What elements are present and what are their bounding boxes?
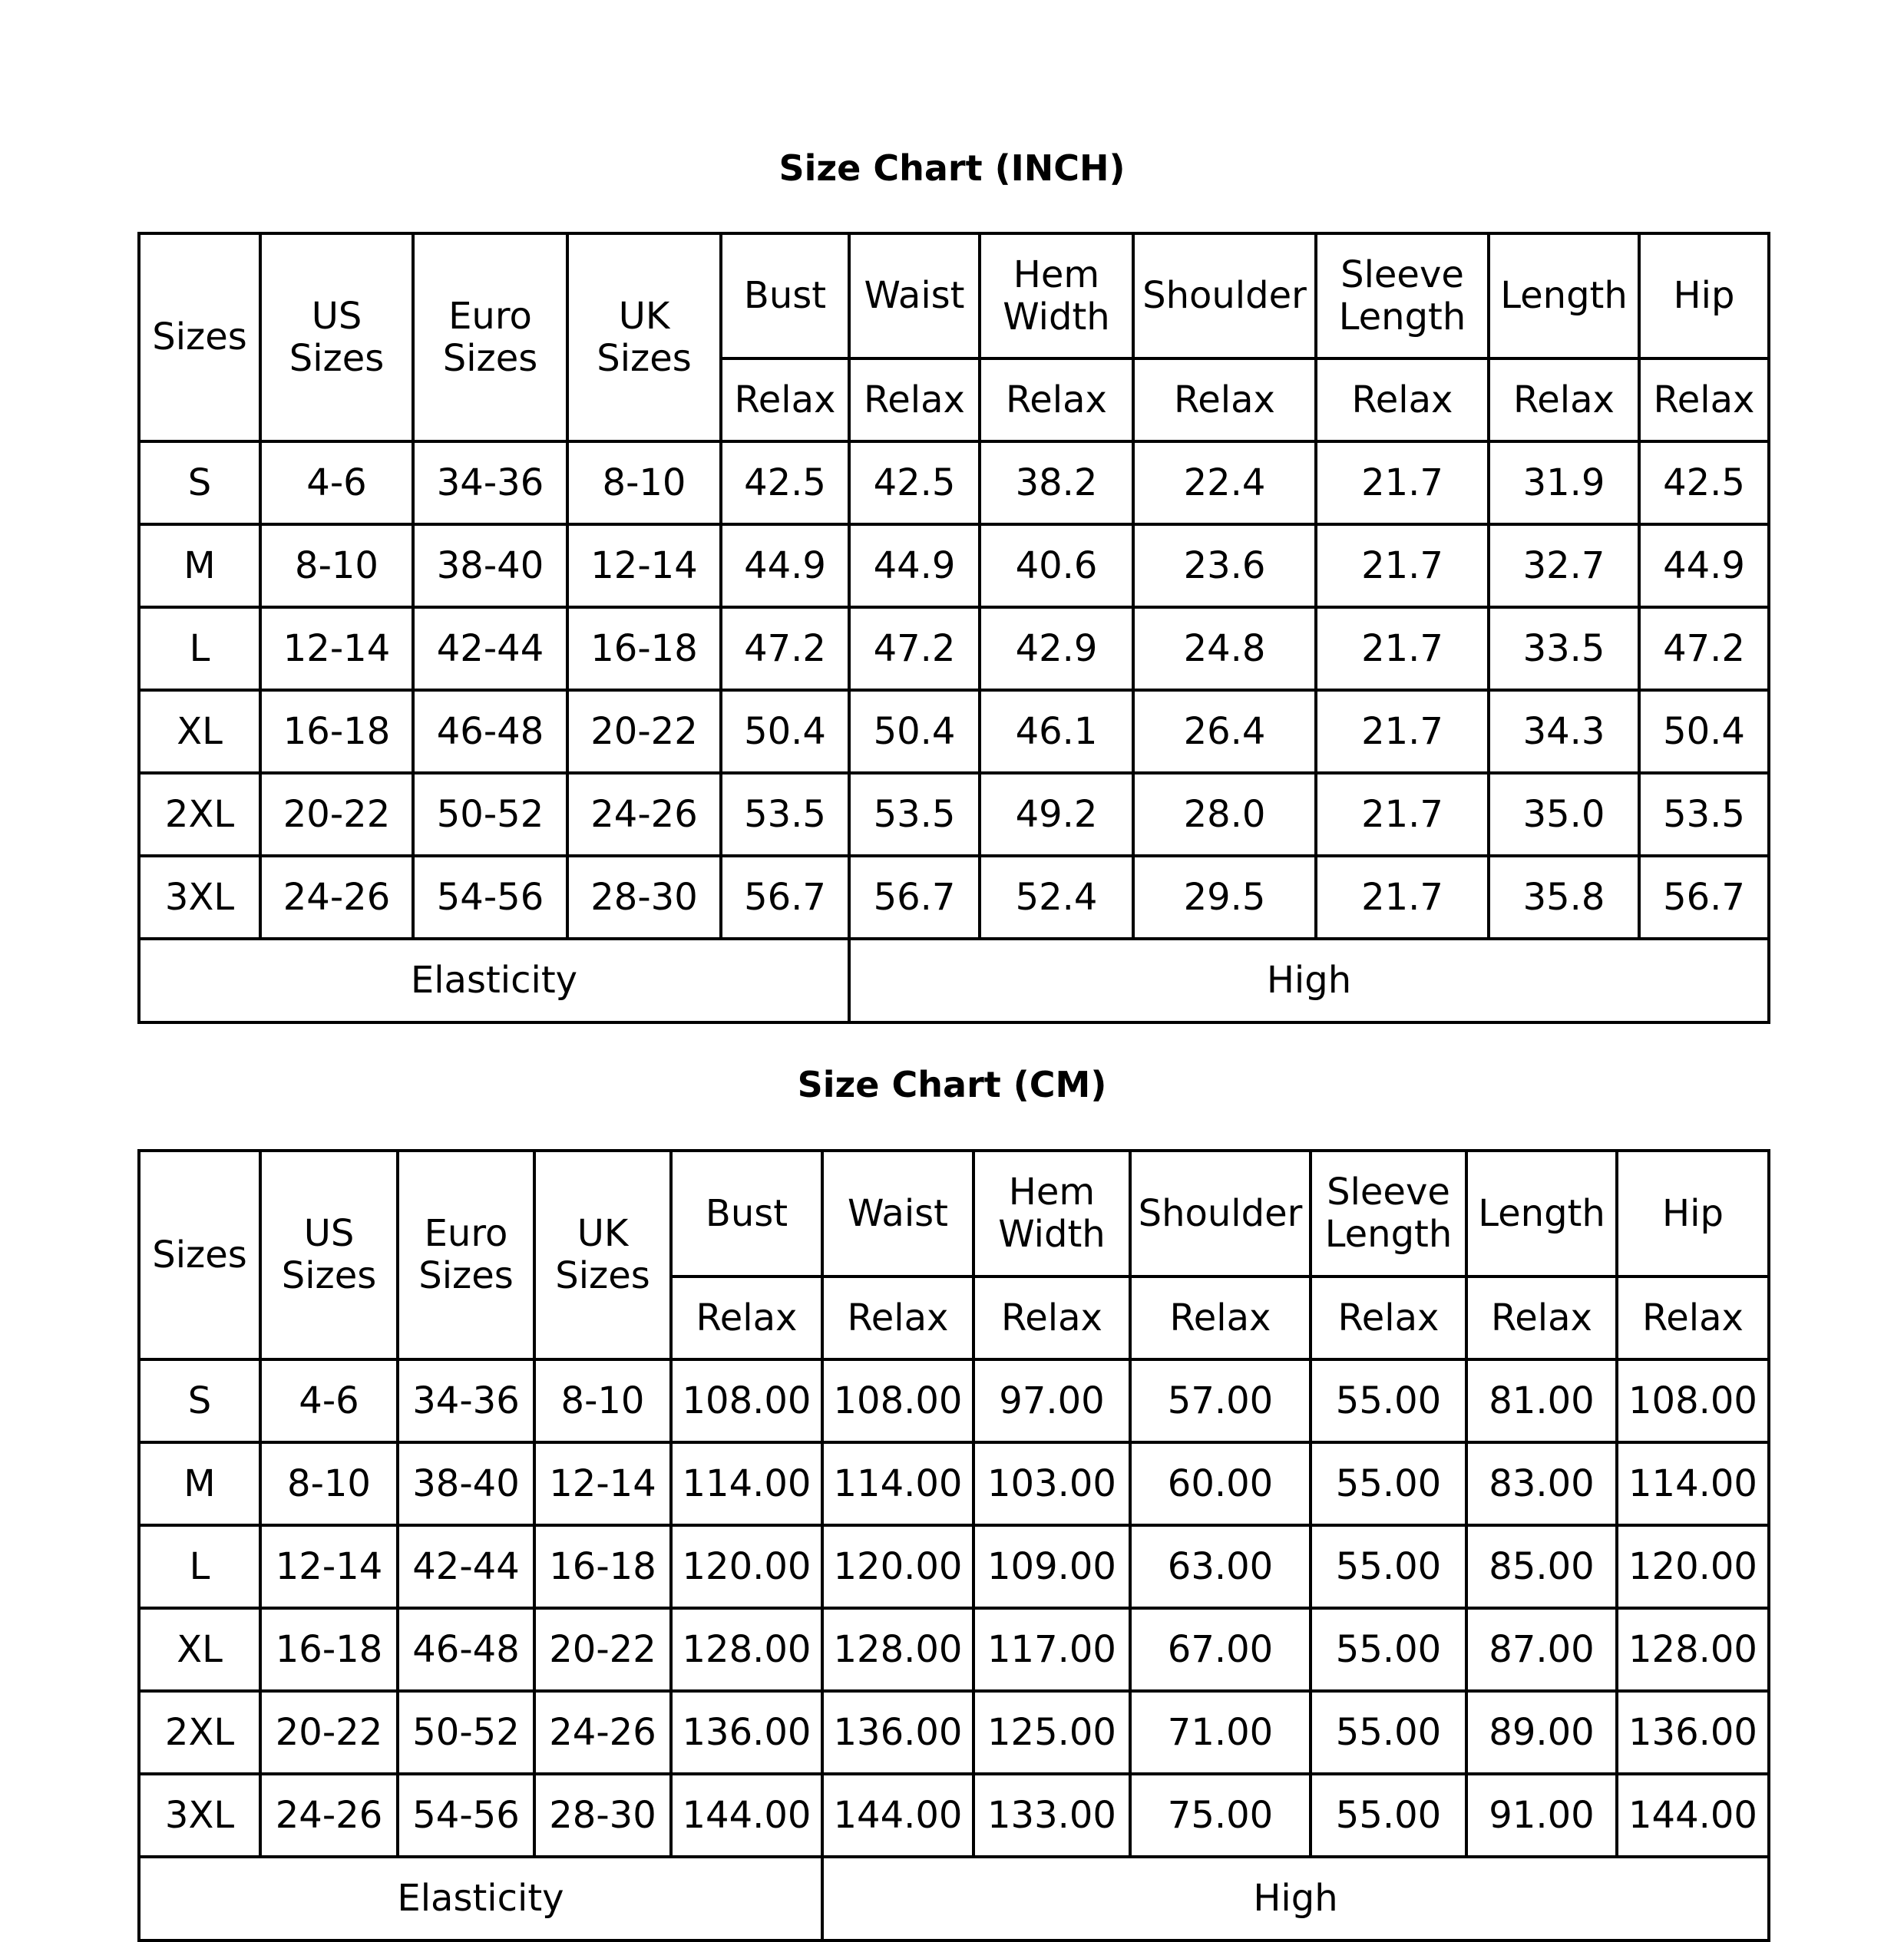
- value-cell: 42-44: [413, 607, 567, 690]
- value-cell: 108.00: [822, 1359, 973, 1442]
- cm-chart-title: Size Chart (CM): [797, 1064, 1107, 1105]
- value-cell: 21.7: [1316, 607, 1489, 690]
- value-cell: 46.1: [980, 690, 1133, 773]
- value-cell: 56.7: [721, 856, 849, 939]
- header-us-sizes: US Sizes: [260, 233, 413, 441]
- value-cell: 120.00: [671, 1525, 822, 1608]
- subheader-relax: Relax: [1311, 1277, 1466, 1359]
- value-cell: 53.5: [849, 773, 980, 856]
- value-cell: 136.00: [1617, 1691, 1769, 1774]
- value-cell: 8-10: [534, 1359, 671, 1442]
- header-uk-sizes: UK Sizes: [567, 233, 721, 441]
- header-waist: Waist: [822, 1151, 973, 1277]
- value-cell: 35.8: [1489, 856, 1639, 939]
- value-cell: 24-26: [567, 773, 721, 856]
- value-cell: 20-22: [534, 1608, 671, 1691]
- header-euro-sizes: Euro Sizes: [398, 1151, 534, 1359]
- value-cell: 144.00: [1617, 1774, 1769, 1857]
- table-row: [139, 856, 1769, 939]
- table-row: [139, 1691, 1769, 1774]
- value-cell: 20-22: [567, 690, 721, 773]
- value-cell: 16-18: [260, 690, 413, 773]
- value-cell: 47.2: [849, 607, 980, 690]
- size-label-cell: M: [139, 1442, 260, 1525]
- header-sizes: Sizes: [139, 233, 260, 441]
- value-cell: 42.5: [721, 441, 849, 524]
- value-cell: 22.4: [1133, 441, 1316, 524]
- value-cell: 50-52: [398, 1691, 534, 1774]
- value-cell: 28.0: [1133, 773, 1316, 856]
- value-cell: 114.00: [1617, 1442, 1769, 1525]
- value-cell: 38-40: [398, 1442, 534, 1525]
- value-cell: 24-26: [260, 1774, 398, 1857]
- value-cell: 50.4: [721, 690, 849, 773]
- value-cell: 16-18: [534, 1525, 671, 1608]
- size-label-cell: M: [139, 524, 260, 607]
- table-row: [139, 1442, 1769, 1525]
- value-cell: 53.5: [721, 773, 849, 856]
- value-cell: 109.00: [973, 1525, 1130, 1608]
- size-label-cell: S: [139, 1359, 260, 1442]
- subheader-relax: Relax: [1316, 358, 1489, 441]
- header-hip: Hip: [1639, 233, 1769, 358]
- value-cell: 44.9: [1639, 524, 1769, 607]
- value-cell: 34-36: [413, 441, 567, 524]
- value-cell: 83.00: [1466, 1442, 1617, 1525]
- value-cell: 21.7: [1316, 856, 1489, 939]
- cm-size-table: [137, 1149, 1770, 1942]
- value-cell: 33.5: [1489, 607, 1639, 690]
- inch-rows: [139, 441, 1769, 939]
- subheader-relax: Relax: [1489, 358, 1639, 441]
- value-cell: 28-30: [567, 856, 721, 939]
- value-cell: 56.7: [1639, 856, 1769, 939]
- value-cell: 46-48: [413, 690, 567, 773]
- header-waist: Waist: [849, 233, 980, 358]
- elasticity-row: [139, 939, 1769, 1022]
- value-cell: 16-18: [260, 1608, 398, 1691]
- value-cell: 44.9: [849, 524, 980, 607]
- subheader-relax: Relax: [1617, 1277, 1769, 1359]
- value-cell: 34-36: [398, 1359, 534, 1442]
- value-cell: 136.00: [822, 1691, 973, 1774]
- value-cell: 120.00: [1617, 1525, 1769, 1608]
- size-label-cell: S: [139, 441, 260, 524]
- value-cell: 16-18: [567, 607, 721, 690]
- subheader-relax: Relax: [1639, 358, 1769, 441]
- value-cell: 47.2: [721, 607, 849, 690]
- size-label-cell: 2XL: [139, 1691, 260, 1774]
- header-length: Length: [1489, 233, 1639, 358]
- header-hem-width: Hem Width: [980, 233, 1133, 358]
- subheader-relax: Relax: [849, 358, 980, 441]
- value-cell: 32.7: [1489, 524, 1639, 607]
- value-cell: 136.00: [671, 1691, 822, 1774]
- value-cell: 117.00: [973, 1608, 1130, 1691]
- value-cell: 144.00: [822, 1774, 973, 1857]
- value-cell: 75.00: [1130, 1774, 1311, 1857]
- header-euro-sizes: Euro Sizes: [413, 233, 567, 441]
- subheader-relax: Relax: [1466, 1277, 1617, 1359]
- subheader-relax: Relax: [980, 358, 1133, 441]
- value-cell: 8-10: [567, 441, 721, 524]
- size-label-cell: L: [139, 1525, 260, 1608]
- subheader-relax: Relax: [671, 1277, 822, 1359]
- value-cell: 128.00: [822, 1608, 973, 1691]
- value-cell: 85.00: [1466, 1525, 1617, 1608]
- value-cell: 20-22: [260, 773, 413, 856]
- header-row: [139, 233, 1769, 358]
- header-length: Length: [1466, 1151, 1617, 1277]
- value-cell: 55.00: [1311, 1525, 1466, 1608]
- subheader-relax: Relax: [721, 358, 849, 441]
- inch-size-table: [137, 232, 1770, 1024]
- value-cell: 120.00: [822, 1525, 973, 1608]
- header-sizes: Sizes: [139, 1151, 260, 1359]
- value-cell: 24-26: [260, 856, 413, 939]
- value-cell: 55.00: [1311, 1359, 1466, 1442]
- value-cell: 21.7: [1316, 690, 1489, 773]
- value-cell: 125.00: [973, 1691, 1130, 1774]
- value-cell: 42.9: [980, 607, 1133, 690]
- value-cell: 54-56: [398, 1774, 534, 1857]
- table-row: [139, 1359, 1769, 1442]
- elasticity-label: Elasticity: [139, 939, 849, 1022]
- header-bust: Bust: [671, 1151, 822, 1277]
- value-cell: 12-14: [260, 607, 413, 690]
- header-hem-width: Hem Width: [973, 1151, 1130, 1277]
- value-cell: 38.2: [980, 441, 1133, 524]
- elasticity-label: Elasticity: [139, 1857, 822, 1940]
- value-cell: 114.00: [671, 1442, 822, 1525]
- value-cell: 26.4: [1133, 690, 1316, 773]
- header-uk-sizes: UK Sizes: [534, 1151, 671, 1359]
- header-sleeve-length: Sleeve Length: [1311, 1151, 1466, 1277]
- table-row: [139, 773, 1769, 856]
- value-cell: 21.7: [1316, 524, 1489, 607]
- subheader-relax: Relax: [1130, 1277, 1311, 1359]
- value-cell: 67.00: [1130, 1608, 1311, 1691]
- value-cell: 133.00: [973, 1774, 1130, 1857]
- value-cell: 87.00: [1466, 1608, 1617, 1691]
- value-cell: 20-22: [260, 1691, 398, 1774]
- value-cell: 47.2: [1639, 607, 1769, 690]
- value-cell: 38-40: [413, 524, 567, 607]
- value-cell: 50.4: [849, 690, 980, 773]
- value-cell: 42-44: [398, 1525, 534, 1608]
- value-cell: 128.00: [1617, 1608, 1769, 1691]
- header-row: [139, 1151, 1769, 1277]
- size-label-cell: 3XL: [139, 1774, 260, 1857]
- value-cell: 60.00: [1130, 1442, 1311, 1525]
- value-cell: 108.00: [671, 1359, 822, 1442]
- value-cell: 46-48: [398, 1608, 534, 1691]
- size-label-cell: XL: [139, 690, 260, 773]
- value-cell: 108.00: [1617, 1359, 1769, 1442]
- value-cell: 55.00: [1311, 1608, 1466, 1691]
- table-row: [139, 1525, 1769, 1608]
- value-cell: 35.0: [1489, 773, 1639, 856]
- value-cell: 50-52: [413, 773, 567, 856]
- value-cell: 63.00: [1130, 1525, 1311, 1608]
- value-cell: 44.9: [721, 524, 849, 607]
- size-label-cell: 3XL: [139, 856, 260, 939]
- header-shoulder: Shoulder: [1130, 1151, 1311, 1277]
- size-label-cell: L: [139, 607, 260, 690]
- value-cell: 28-30: [534, 1774, 671, 1857]
- header-bust: Bust: [721, 233, 849, 358]
- value-cell: 4-6: [260, 441, 413, 524]
- size-label-cell: 2XL: [139, 773, 260, 856]
- value-cell: 49.2: [980, 773, 1133, 856]
- value-cell: 12-14: [260, 1525, 398, 1608]
- value-cell: 23.6: [1133, 524, 1316, 607]
- subheader-relax: Relax: [1133, 358, 1316, 441]
- header-hip: Hip: [1617, 1151, 1769, 1277]
- value-cell: 114.00: [822, 1442, 973, 1525]
- elasticity-value: High: [822, 1857, 1769, 1940]
- inch-chart-title: Size Chart (INCH): [778, 147, 1126, 189]
- value-cell: 52.4: [980, 856, 1133, 939]
- value-cell: 12-14: [567, 524, 721, 607]
- value-cell: 21.7: [1316, 441, 1489, 524]
- value-cell: 40.6: [980, 524, 1133, 607]
- value-cell: 12-14: [534, 1442, 671, 1525]
- table-row: [139, 1774, 1769, 1857]
- value-cell: 50.4: [1639, 690, 1769, 773]
- value-cell: 31.9: [1489, 441, 1639, 524]
- table-row: [139, 690, 1769, 773]
- value-cell: 42.5: [1639, 441, 1769, 524]
- size-label-cell: XL: [139, 1608, 260, 1691]
- subheader-relax: Relax: [822, 1277, 973, 1359]
- table-row: [139, 524, 1769, 607]
- elasticity-row: [139, 1857, 1769, 1940]
- value-cell: 24-26: [534, 1691, 671, 1774]
- header-sleeve-length: Sleeve Length: [1316, 233, 1489, 358]
- header-us-sizes: US Sizes: [260, 1151, 398, 1359]
- value-cell: 57.00: [1130, 1359, 1311, 1442]
- value-cell: 144.00: [671, 1774, 822, 1857]
- value-cell: 34.3: [1489, 690, 1639, 773]
- table-row: [139, 607, 1769, 690]
- value-cell: 4-6: [260, 1359, 398, 1442]
- value-cell: 55.00: [1311, 1774, 1466, 1857]
- value-cell: 54-56: [413, 856, 567, 939]
- cm-rows: [139, 1359, 1769, 1857]
- value-cell: 89.00: [1466, 1691, 1617, 1774]
- value-cell: 103.00: [973, 1442, 1130, 1525]
- value-cell: 8-10: [260, 1442, 398, 1525]
- value-cell: 91.00: [1466, 1774, 1617, 1857]
- value-cell: 24.8: [1133, 607, 1316, 690]
- header-shoulder: Shoulder: [1133, 233, 1316, 358]
- value-cell: 29.5: [1133, 856, 1316, 939]
- subheader-relax: Relax: [973, 1277, 1130, 1359]
- value-cell: 21.7: [1316, 773, 1489, 856]
- elasticity-value: High: [849, 939, 1769, 1022]
- value-cell: 81.00: [1466, 1359, 1617, 1442]
- value-cell: 42.5: [849, 441, 980, 524]
- value-cell: 55.00: [1311, 1442, 1466, 1525]
- value-cell: 71.00: [1130, 1691, 1311, 1774]
- value-cell: 56.7: [849, 856, 980, 939]
- value-cell: 55.00: [1311, 1691, 1466, 1774]
- value-cell: 53.5: [1639, 773, 1769, 856]
- value-cell: 97.00: [973, 1359, 1130, 1442]
- value-cell: 8-10: [260, 524, 413, 607]
- table-row: [139, 1608, 1769, 1691]
- table-row: [139, 441, 1769, 524]
- value-cell: 128.00: [671, 1608, 822, 1691]
